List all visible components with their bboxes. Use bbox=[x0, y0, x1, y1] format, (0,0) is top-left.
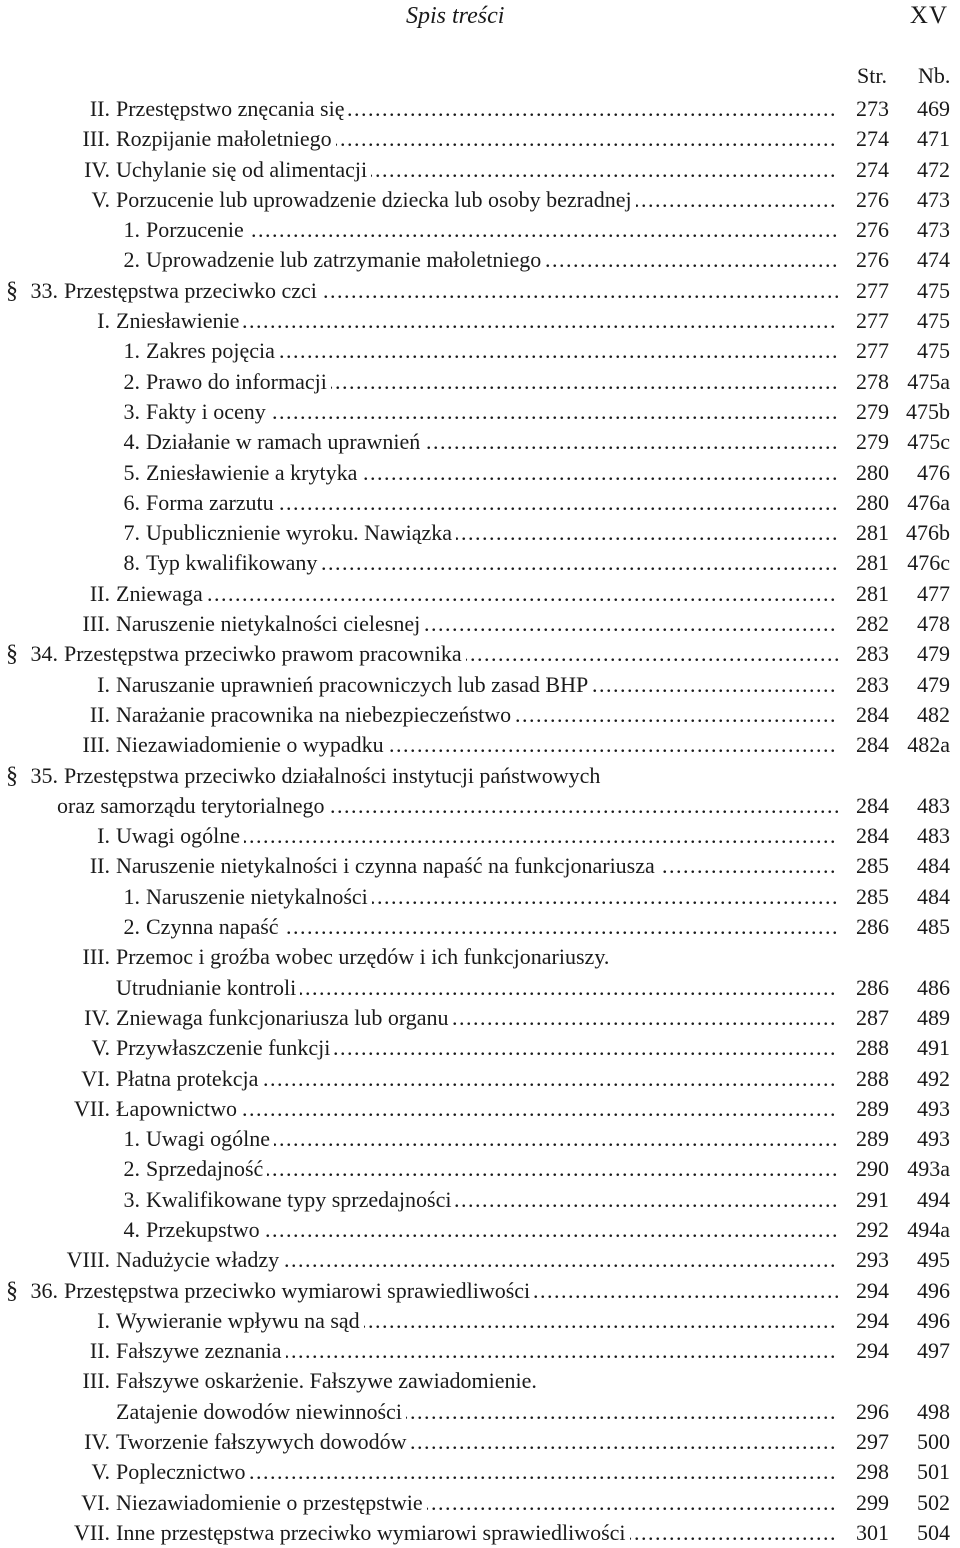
toc-entry-page: 280 bbox=[856, 489, 889, 515]
toc-entry-label bbox=[146, 215, 838, 245]
toc-entry-number: II. bbox=[89, 853, 110, 879]
toc-entry-margin-number: 473 bbox=[917, 217, 950, 243]
toc-entry[interactable] bbox=[0, 548, 960, 578]
toc-entry-label bbox=[116, 1366, 940, 1396]
toc-entry-margin-number: 497 bbox=[917, 1338, 950, 1364]
toc-entry-page: 288 bbox=[856, 1065, 889, 1091]
toc-entry-label bbox=[116, 700, 838, 730]
toc-entry-number: 2. bbox=[123, 914, 140, 940]
toc-entry[interactable] bbox=[0, 1518, 960, 1548]
toc-entry[interactable] bbox=[0, 336, 960, 366]
toc-entry-page: 292 bbox=[856, 1216, 889, 1242]
toc-entry-margin-number: 496 bbox=[917, 1277, 950, 1303]
toc-entry-label bbox=[116, 1457, 838, 1487]
toc-entry-number: V. bbox=[91, 1459, 110, 1485]
toc-entry-title: Naruszanie uprawnień pracowniczych lub zasad BHP bbox=[116, 672, 592, 697]
toc-entry-label bbox=[146, 488, 838, 518]
toc-entry-number: I. bbox=[97, 1307, 110, 1333]
toc-entry-label bbox=[116, 1397, 838, 1427]
toc-entry[interactable] bbox=[0, 1457, 960, 1487]
toc-entry[interactable] bbox=[0, 1397, 960, 1427]
toc-entry-margin-number: 473 bbox=[917, 186, 950, 212]
toc-entry-title: Łapownictwo bbox=[116, 1096, 241, 1121]
toc-entry[interactable] bbox=[0, 761, 960, 791]
toc-entry[interactable] bbox=[0, 367, 960, 397]
toc-entry[interactable] bbox=[0, 397, 960, 427]
toc-entry-page: 291 bbox=[856, 1186, 889, 1212]
toc-entry-number: 5. bbox=[123, 459, 140, 485]
toc-entry-label bbox=[116, 1033, 838, 1063]
toc-entry-page: 284 bbox=[856, 732, 889, 758]
toc-entry-number: 8. bbox=[123, 550, 140, 576]
toc-entry-title: Przestępstwa przeciwko wymiarowi sprawiedliwości bbox=[64, 1278, 534, 1303]
toc-entry-margin-number: 493a bbox=[907, 1156, 950, 1182]
toc-entry-page: 276 bbox=[856, 217, 889, 243]
toc-entry-page: 281 bbox=[856, 520, 889, 546]
toc-entry-page: 288 bbox=[856, 1035, 889, 1061]
toc-entry-page: 285 bbox=[856, 853, 889, 879]
toc-entry-label bbox=[116, 851, 838, 881]
toc-entry-number: I. bbox=[97, 671, 110, 697]
running-title: Spis treści bbox=[406, 3, 505, 29]
toc-entry-margin-number: 504 bbox=[917, 1519, 950, 1545]
toc-entry-label bbox=[64, 639, 838, 669]
toc-entry-number: I. bbox=[97, 823, 110, 849]
toc-entry-margin-number: 475 bbox=[917, 338, 950, 364]
toc-entry-title: Utrudnianie kontroli bbox=[116, 975, 300, 1000]
toc-entry-number: 2. bbox=[123, 247, 140, 273]
toc-entry-title: Zakres pojęcia bbox=[146, 338, 279, 363]
toc-entry-page: 276 bbox=[856, 186, 889, 212]
toc-entry-title: Przestępstwa przeciwko działalności instytucji państwowych bbox=[64, 763, 604, 788]
toc-entry-page: 277 bbox=[856, 338, 889, 364]
toc-entry-page: 274 bbox=[856, 156, 889, 182]
toc-entry-number: 1. bbox=[123, 1126, 140, 1152]
toc-entry-title: Działanie w ramach uprawnień bbox=[146, 429, 424, 454]
toc-entry[interactable] bbox=[0, 609, 960, 639]
toc-entry[interactable] bbox=[0, 427, 960, 457]
toc-entry-label bbox=[64, 276, 838, 306]
toc-entry-label bbox=[116, 670, 838, 700]
toc-entry-label bbox=[116, 1488, 838, 1518]
toc-entry-number: 4. bbox=[123, 1216, 140, 1242]
toc-entry-label bbox=[146, 1185, 838, 1215]
toc-entry-title: Płatna protekcja bbox=[116, 1066, 262, 1091]
toc-entry-number: 1. bbox=[123, 217, 140, 243]
toc-entry[interactable] bbox=[0, 942, 960, 972]
toc-entry-label bbox=[116, 730, 838, 760]
toc-entry-margin-number: 477 bbox=[917, 580, 950, 606]
toc-entry-title: Zniesławienie a krytyka bbox=[146, 460, 361, 485]
toc-entry-margin-number: 479 bbox=[917, 641, 950, 667]
toc-entry-title: Prawo do informacji bbox=[146, 369, 331, 394]
toc-entry[interactable] bbox=[0, 276, 960, 306]
toc-entry-number: VI. bbox=[81, 1489, 110, 1515]
toc-entry[interactable] bbox=[0, 912, 960, 942]
toc-entry-title: Porzucenie lub uprowadzenie dziecka lub osoby bezradnej bbox=[116, 187, 636, 212]
toc-entry-number: I. bbox=[97, 308, 110, 334]
toc-entry-number: II. bbox=[89, 96, 110, 121]
toc-entry[interactable] bbox=[0, 1366, 960, 1396]
page-number: XV bbox=[909, 2, 948, 29]
toc-entry[interactable] bbox=[0, 1185, 960, 1215]
toc-entry-margin-number: 475a bbox=[907, 368, 950, 394]
toc-entry-page: 278 bbox=[856, 368, 889, 394]
toc-entry[interactable] bbox=[0, 458, 960, 488]
toc-entry-number: 2. bbox=[123, 368, 140, 394]
toc-entry-page: 286 bbox=[856, 974, 889, 1000]
toc-entry-label bbox=[116, 306, 838, 336]
toc-entry-margin-number: 491 bbox=[917, 1035, 950, 1061]
toc-entry-page: 276 bbox=[856, 247, 889, 273]
toc-entry-label bbox=[116, 124, 838, 154]
toc-entry-title: Naruszenie nietykalności bbox=[146, 884, 372, 909]
toc-entry[interactable] bbox=[0, 1215, 960, 1245]
toc-entry-title: Zniesławienie bbox=[116, 308, 243, 333]
toc-entry-title: Fakty i oceny bbox=[146, 399, 270, 424]
toc-entry-page: 289 bbox=[856, 1095, 889, 1121]
toc-entry-title: Niezawiadomienie o przestępstwie bbox=[116, 1490, 427, 1515]
toc-entry[interactable] bbox=[0, 488, 960, 518]
toc-entry-page: 284 bbox=[856, 823, 889, 849]
table-of-contents bbox=[0, 94, 960, 1548]
toc-entry-margin-number: 484 bbox=[917, 853, 950, 879]
toc-entry-label bbox=[116, 1003, 838, 1033]
toc-entry[interactable] bbox=[0, 639, 960, 669]
toc-entry-number: IV. bbox=[84, 1004, 110, 1030]
toc-entry-title: Przemoc i groźba wobec urzędów i ich funkcjonariuszy. bbox=[116, 944, 613, 969]
toc-entry-label bbox=[146, 1124, 838, 1154]
column-headers bbox=[0, 61, 960, 91]
toc-entry-title: Porzucenie bbox=[146, 217, 248, 242]
toc-entry-page: 299 bbox=[856, 1489, 889, 1515]
toc-entry-margin-number: 489 bbox=[917, 1004, 950, 1030]
toc-entry-margin-number: 498 bbox=[917, 1398, 950, 1424]
toc-entry-page: 284 bbox=[856, 792, 889, 818]
toc-entry-label bbox=[116, 94, 838, 124]
toc-entry-page: 284 bbox=[856, 701, 889, 727]
toc-entry-margin-number: 500 bbox=[917, 1429, 950, 1455]
toc-entry-number: 3. bbox=[123, 398, 140, 424]
toc-entry-label bbox=[116, 973, 838, 1003]
toc-entry-number: V. bbox=[91, 1035, 110, 1061]
toc-entry-margin-number: 476c bbox=[907, 550, 950, 576]
toc-entry-margin-number: 502 bbox=[917, 1489, 950, 1515]
toc-entry-margin-number: 485 bbox=[917, 914, 950, 940]
toc-entry-margin-number: 495 bbox=[917, 1247, 950, 1273]
toc-entry-number: V. bbox=[91, 186, 110, 212]
toc-entry-margin-number: 475 bbox=[917, 277, 950, 303]
toc-entry[interactable] bbox=[0, 1094, 960, 1124]
toc-entry-number: VII. bbox=[73, 1519, 110, 1545]
toc-entry-label bbox=[116, 579, 838, 609]
toc-entry-title: Przestępstwa przeciwko prawom pracownika bbox=[64, 641, 466, 666]
toc-entry-margin-number: 501 bbox=[917, 1459, 950, 1485]
toc-entry-number: 36. bbox=[30, 1277, 58, 1303]
toc-entry-margin-number: 476 bbox=[917, 459, 950, 485]
toc-entry-margin-number: 493 bbox=[917, 1095, 950, 1121]
toc-entry-page: 287 bbox=[856, 1004, 889, 1030]
toc-entry-page: 283 bbox=[856, 671, 889, 697]
toc-entry-number: VI. bbox=[81, 1065, 110, 1091]
toc-entry-title: Przywłaszczenie funkcji bbox=[116, 1035, 334, 1060]
toc-entry-title: Nadużycie władzy bbox=[116, 1247, 283, 1272]
toc-entry-margin-number: 494a bbox=[907, 1216, 950, 1242]
toc-entry-number: IV. bbox=[84, 156, 110, 182]
toc-entry-label bbox=[64, 761, 940, 791]
section-sign: § bbox=[6, 277, 18, 304]
toc-entry-label bbox=[146, 518, 838, 548]
toc-entry-title: Tworzenie fałszywych dowodów bbox=[116, 1429, 410, 1454]
toc-entry-title: oraz samorządu terytorialnego bbox=[57, 793, 329, 818]
toc-entry-page: 296 bbox=[856, 1398, 889, 1424]
toc-entry-label bbox=[116, 1306, 838, 1336]
toc-entry-margin-number: 469 bbox=[917, 96, 950, 121]
toc-entry-page: 285 bbox=[856, 883, 889, 909]
toc-entry-number: III. bbox=[82, 944, 110, 970]
toc-entry-label bbox=[146, 336, 838, 366]
toc-entry[interactable] bbox=[0, 518, 960, 548]
column-header-str: Str. bbox=[857, 63, 887, 88]
toc-entry-label bbox=[146, 397, 838, 427]
toc-entry-margin-number: 475b bbox=[906, 398, 950, 424]
toc-entry-page: 279 bbox=[856, 429, 889, 455]
toc-entry-number: 7. bbox=[123, 520, 140, 546]
toc-entry-margin-number: 492 bbox=[917, 1065, 950, 1091]
toc-entry-page: 274 bbox=[856, 126, 889, 152]
toc-entry-number: III. bbox=[82, 732, 110, 758]
toc-entry-label bbox=[116, 609, 838, 639]
toc-entry-label bbox=[57, 791, 838, 821]
toc-entry-title: Naruszenie nietykalności cielesnej bbox=[116, 611, 424, 636]
toc-entry-number: 3. bbox=[123, 1186, 140, 1212]
toc-entry-label bbox=[116, 1064, 838, 1094]
toc-entry-margin-number: 476b bbox=[906, 520, 950, 546]
toc-entry-title: Fałszywe oskarżenie. Fałszywe zawiadomienie. bbox=[116, 1368, 541, 1393]
toc-entry-label bbox=[146, 912, 838, 942]
toc-entry-margin-number: 475 bbox=[917, 308, 950, 334]
toc-entry-number: III. bbox=[82, 611, 110, 637]
toc-entry-label bbox=[116, 1518, 838, 1548]
section-sign: § bbox=[6, 641, 18, 668]
toc-entry-margin-number: 494 bbox=[917, 1186, 950, 1212]
toc-entry-title: Zniewaga funkcjonariusza lub organu bbox=[116, 1005, 453, 1030]
toc-entry-label bbox=[146, 548, 838, 578]
toc-entry-label bbox=[146, 245, 838, 275]
toc-entry[interactable] bbox=[0, 821, 960, 851]
section-sign: § bbox=[6, 762, 18, 789]
toc-entry-page: 273 bbox=[856, 96, 889, 121]
toc-entry[interactable] bbox=[0, 1124, 960, 1154]
toc-entry-margin-number: 478 bbox=[917, 611, 950, 637]
page-header bbox=[0, 0, 960, 36]
toc-entry-margin-number: 483 bbox=[917, 823, 950, 849]
toc-entry[interactable] bbox=[0, 1033, 960, 1063]
toc-entry[interactable] bbox=[0, 1276, 960, 1306]
toc-entry-number: 35. bbox=[30, 762, 58, 788]
toc-entry-label bbox=[116, 155, 838, 185]
toc-entry-label bbox=[116, 942, 940, 972]
toc-entry-label bbox=[146, 427, 838, 457]
toc-entry-title: Typ kwalifikowany bbox=[146, 550, 321, 575]
toc-entry-page: 280 bbox=[856, 459, 889, 485]
toc-entry-title: Kwalifikowane typy sprzedajności bbox=[146, 1187, 455, 1212]
toc-entry-label bbox=[146, 882, 838, 912]
toc-entry[interactable] bbox=[0, 579, 960, 609]
toc-entry-label bbox=[146, 367, 838, 397]
toc-entry-title: Naruszenie nietykalności i czynna napaść na funkcjonariusza bbox=[116, 853, 659, 878]
toc-entry[interactable] bbox=[0, 973, 960, 1003]
toc-entry-number: 2. bbox=[123, 1156, 140, 1182]
toc-entry[interactable] bbox=[0, 185, 960, 215]
toc-entry-title: Zniewaga bbox=[116, 581, 207, 606]
column-header-nb: Nb. bbox=[918, 63, 951, 88]
toc-entry-number: 6. bbox=[123, 489, 140, 515]
toc-entry-number: II. bbox=[89, 1338, 110, 1364]
toc-entry-number: VII. bbox=[73, 1095, 110, 1121]
toc-entry-title: Poplecznictwo bbox=[116, 1459, 250, 1484]
toc-entry-label bbox=[116, 1336, 838, 1366]
toc-entry[interactable] bbox=[0, 124, 960, 154]
toc-entry-margin-number: 472 bbox=[917, 156, 950, 182]
toc-entry-title: Przekupstwo bbox=[146, 1217, 264, 1242]
toc-entry-page: 301 bbox=[856, 1519, 889, 1545]
toc-entry-page: 294 bbox=[856, 1277, 889, 1303]
toc-entry-title: Inne przestępstwa przeciwko wymiarowi sprawiedliwości bbox=[116, 1520, 630, 1545]
toc-entry[interactable] bbox=[0, 1427, 960, 1457]
toc-entry[interactable] bbox=[0, 882, 960, 912]
toc-entry-page: 290 bbox=[856, 1156, 889, 1182]
toc-entry[interactable] bbox=[0, 1306, 960, 1336]
toc-entry-page: 298 bbox=[856, 1459, 889, 1485]
toc-entry[interactable] bbox=[0, 155, 960, 185]
toc-entry-number: 4. bbox=[123, 429, 140, 455]
toc-entry-title: Przestępstwo znęcania się bbox=[116, 96, 348, 121]
toc-entry-label bbox=[116, 1245, 838, 1275]
toc-entry[interactable] bbox=[0, 1245, 960, 1275]
toc-entry-title: Fałszywe zeznania bbox=[116, 1338, 286, 1363]
toc-entry-title: Narażanie pracownika na niebezpieczeństwo bbox=[116, 702, 515, 727]
toc-entry-number: II. bbox=[89, 580, 110, 606]
toc-entry-label bbox=[116, 1427, 838, 1457]
toc-entry-title: Wywieranie wpływu na sąd bbox=[116, 1308, 364, 1333]
toc-entry[interactable] bbox=[0, 730, 960, 760]
toc-entry-number: 1. bbox=[123, 883, 140, 909]
toc-entry-page: 281 bbox=[856, 580, 889, 606]
toc-entry-title: Uchylanie się od alimentacji bbox=[116, 157, 371, 182]
toc-entry-page: 281 bbox=[856, 550, 889, 576]
toc-entry-number: 33. bbox=[30, 277, 58, 303]
toc-entry-label bbox=[146, 1154, 838, 1184]
toc-entry-number: IV. bbox=[84, 1429, 110, 1455]
toc-entry-margin-number: 482a bbox=[907, 732, 950, 758]
toc-entry-number: III. bbox=[82, 126, 110, 152]
toc-entry-margin-number: 471 bbox=[917, 126, 950, 152]
toc-entry-number: 34. bbox=[30, 641, 58, 667]
toc-entry[interactable] bbox=[0, 245, 960, 275]
toc-entry-title: Uwagi ogólne bbox=[116, 823, 244, 848]
toc-entry[interactable] bbox=[0, 1154, 960, 1184]
toc-entry[interactable] bbox=[0, 670, 960, 700]
toc-entry-page: 277 bbox=[856, 308, 889, 334]
toc-entry-page: 294 bbox=[856, 1338, 889, 1364]
toc-entry-number: II. bbox=[89, 701, 110, 727]
toc-entry-title: Czynna napaść bbox=[146, 914, 283, 939]
toc-entry-label bbox=[146, 1215, 838, 1245]
toc-entry-page: 289 bbox=[856, 1126, 889, 1152]
toc-entry-label bbox=[64, 1276, 838, 1306]
toc-entry-margin-number: 483 bbox=[917, 792, 950, 818]
toc-entry-label bbox=[146, 458, 838, 488]
toc-entry-label bbox=[116, 821, 838, 851]
section-sign: § bbox=[6, 1277, 18, 1304]
toc-entry-page: 283 bbox=[856, 641, 889, 667]
toc-entry-page: 277 bbox=[856, 277, 889, 303]
toc-entry-title: Forma zarzutu bbox=[146, 490, 278, 515]
toc-entry-margin-number: 486 bbox=[917, 974, 950, 1000]
toc-entry[interactable] bbox=[0, 1064, 960, 1094]
toc-entry-page: 293 bbox=[856, 1247, 889, 1273]
toc-entry-page: 286 bbox=[856, 914, 889, 940]
toc-entry-label bbox=[116, 1094, 838, 1124]
toc-entry[interactable] bbox=[0, 1336, 960, 1366]
toc-entry-margin-number: 476a bbox=[907, 489, 950, 515]
toc-entry-title: Upublicznienie wyroku. Nawiązka bbox=[146, 520, 456, 545]
toc-entry-title: Uwagi ogólne bbox=[146, 1126, 274, 1151]
toc-entry-number: III. bbox=[82, 1368, 110, 1394]
toc-entry[interactable] bbox=[0, 791, 960, 821]
toc-entry-number: 1. bbox=[123, 338, 140, 364]
toc-entry-margin-number: 496 bbox=[917, 1307, 950, 1333]
toc-entry-margin-number: 475c bbox=[907, 429, 950, 455]
toc-entry-title: Uprowadzenie lub zatrzymanie małoletniego bbox=[146, 247, 545, 272]
toc-entry-page: 294 bbox=[856, 1307, 889, 1333]
toc-entry[interactable] bbox=[0, 1003, 960, 1033]
toc-entry[interactable] bbox=[0, 700, 960, 730]
toc-entry[interactable] bbox=[0, 306, 960, 336]
toc-entry[interactable] bbox=[0, 1488, 960, 1518]
toc-entry-title: Niezawiadomienie o wypadku bbox=[116, 732, 388, 757]
toc-entry-margin-number: 484 bbox=[917, 883, 950, 909]
toc-entry[interactable] bbox=[0, 94, 960, 124]
toc-entry-title: Zatajenie dowodów niewinności bbox=[116, 1399, 406, 1424]
toc-entry-margin-number: 479 bbox=[917, 671, 950, 697]
toc-entry-margin-number: 482 bbox=[917, 701, 950, 727]
toc-entry[interactable] bbox=[0, 215, 960, 245]
toc-entry-margin-number: 493 bbox=[917, 1126, 950, 1152]
toc-entry-title: Rozpijanie małoletniego bbox=[116, 126, 336, 151]
toc-entry-page: 282 bbox=[856, 611, 889, 637]
toc-entry[interactable] bbox=[0, 851, 960, 881]
toc-entry-number: VIII. bbox=[66, 1247, 110, 1273]
toc-entry-title: Przestępstwa przeciwko czci bbox=[64, 278, 321, 303]
toc-entry-page: 279 bbox=[856, 398, 889, 424]
toc-entry-label bbox=[116, 185, 838, 215]
toc-entry-margin-number: 474 bbox=[917, 247, 950, 273]
toc-entry-title: Sprzedajność bbox=[146, 1156, 267, 1181]
toc-entry-page: 297 bbox=[856, 1429, 889, 1455]
